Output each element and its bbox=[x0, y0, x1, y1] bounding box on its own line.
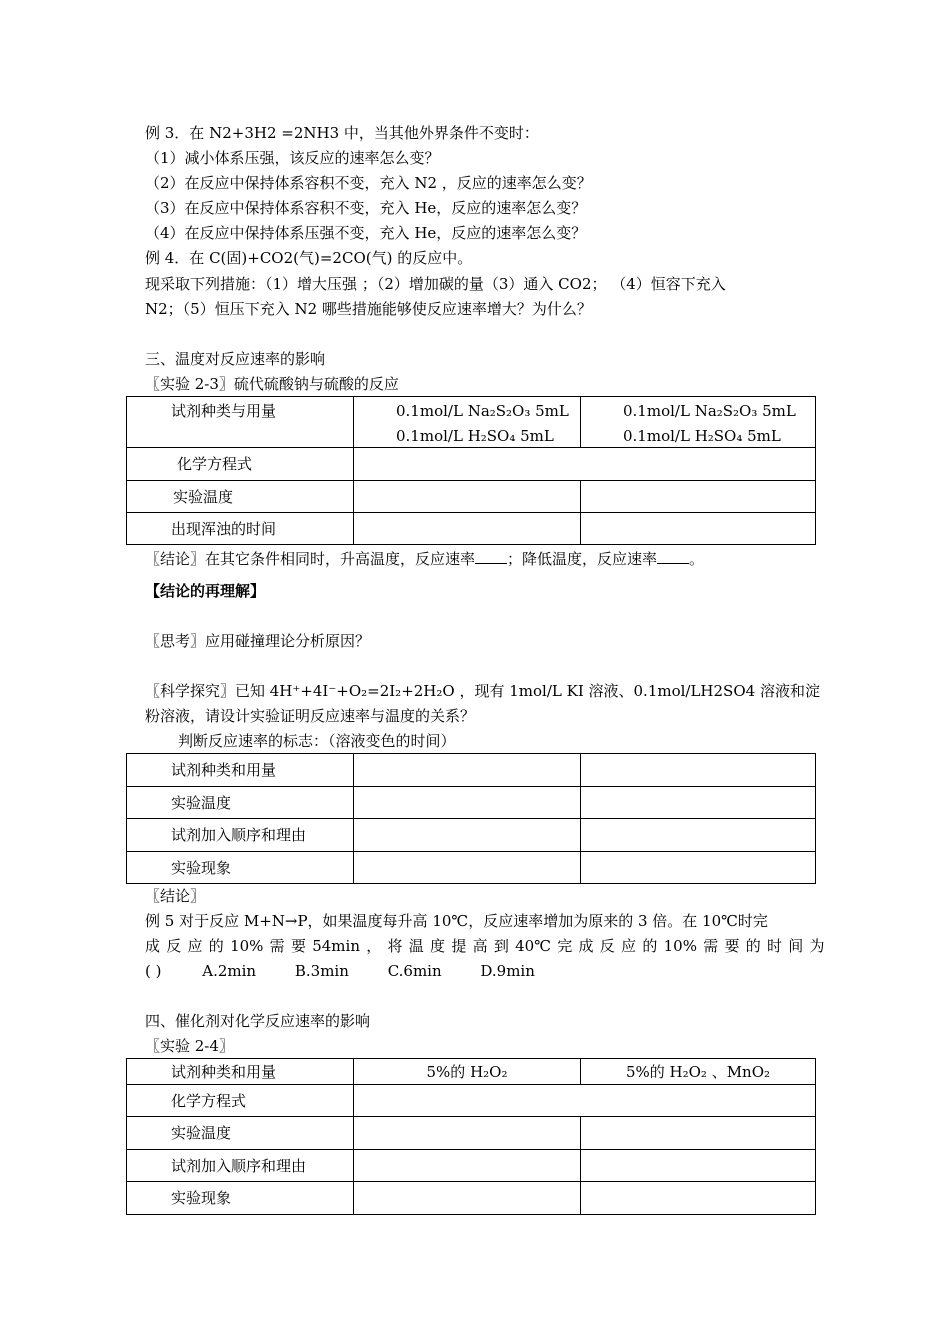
ex5-option-b: B.3min bbox=[294, 962, 349, 980]
c24-phenom-a[interactable] bbox=[354, 1182, 581, 1215]
ex4-line1: 现采取下列措施：（1）增大压强 ；（2）增加碳的量（3）通入 CO2； （4）恒容下充入 bbox=[145, 275, 726, 293]
reagent-b-line1: 0.1mol/L Na₂S₂O₃ 5mL bbox=[623, 402, 796, 420]
inq-order-b[interactable] bbox=[581, 819, 816, 852]
inq-phenom-a[interactable] bbox=[354, 852, 581, 884]
c24-phenom-label: 实验现象 bbox=[127, 1182, 354, 1215]
ex3-q1: （1）减小体系压强，该反应的速率怎么变？ bbox=[145, 149, 440, 167]
exp24-title: 〖实验 2-4〗 bbox=[145, 1037, 234, 1055]
c24-temp-b[interactable] bbox=[581, 1117, 816, 1150]
ex5-option-c: C.6min bbox=[387, 962, 442, 980]
conclusion-23-part2: ；降低温度，反应速率 bbox=[507, 550, 658, 568]
ex5-blank[interactable]: ( ) bbox=[145, 962, 162, 980]
reagent-a-line2: 0.1mol/L H₂SO₄ 5mL bbox=[396, 427, 554, 445]
cell-reagents-a bbox=[354, 397, 581, 448]
inq-phenom-label: 实验现象 bbox=[127, 852, 354, 884]
inq-temp-a[interactable] bbox=[354, 787, 581, 819]
sec3-heading: 三、温度对反应速率的影响 bbox=[145, 350, 326, 368]
c24-equation-value[interactable] bbox=[354, 1085, 816, 1117]
cell-equation-label: 化学方程式 bbox=[127, 448, 354, 481]
c24-temp-label: 实验温度 bbox=[127, 1117, 354, 1150]
ex3-title: 例 3．在 N2+3H2 =2NH3 中，当其他外界条件不变时： bbox=[145, 124, 539, 142]
inquiry-line2: 粉溶液，请设计实验证明反应速率与温度的关系？ bbox=[145, 707, 476, 725]
cell-temp-b[interactable] bbox=[581, 481, 816, 513]
c24-reagents-a: 5%的 H₂O₂ bbox=[354, 1059, 581, 1085]
ex5-line1: 例 5 对于反应 M+N→P，如果温度每升高 10℃，反应速率增加为原来的 3 倍。在 10℃时完 bbox=[145, 912, 768, 930]
c24-temp-a[interactable] bbox=[354, 1117, 581, 1150]
c24-phenom-b[interactable] bbox=[581, 1182, 816, 1215]
ex3-q4: （4）在反应中保持体系压强不变，充入 He，反应的速率怎么变？ bbox=[145, 224, 587, 242]
reagent-b-line2: 0.1mol/L H₂SO₄ 5mL bbox=[623, 427, 781, 445]
inquiry-table bbox=[126, 753, 816, 884]
exp23-title: 〖实验 2-3〗硫代硫酸钠与硫酸的反应 bbox=[145, 375, 399, 393]
blank-lower[interactable] bbox=[657, 549, 689, 564]
ex5-option-a: A.2min bbox=[202, 962, 257, 980]
reunderstand-heading: 【结论的再理解】 bbox=[145, 582, 266, 600]
ex5-options bbox=[145, 960, 535, 982]
inq-temp-b[interactable] bbox=[581, 787, 816, 819]
c24-reagents-b: 5%的 H₂O₂ 、MnO₂ bbox=[581, 1059, 816, 1085]
inq-reagents-label: 试剂种类和用量 bbox=[127, 754, 354, 787]
cell-temp-label: 实验温度 bbox=[127, 481, 354, 513]
inq-reagents-a[interactable] bbox=[354, 754, 581, 787]
cell-reagents-label: 试剂种类与用量 bbox=[127, 397, 354, 448]
c24-reagents-label: 试剂种类和用量 bbox=[127, 1059, 354, 1085]
inq-phenom-b[interactable] bbox=[581, 852, 816, 884]
cell-turbid-label: 出现浑浊的时间 bbox=[127, 513, 354, 545]
reagent-a-line1: 0.1mol/L Na₂S₂O₃ 5mL bbox=[396, 402, 569, 420]
think-line: 〖思考〗应用碰撞理论分析原因？ bbox=[145, 632, 371, 650]
cell-reagents-b bbox=[581, 397, 816, 448]
blank-raise[interactable] bbox=[475, 549, 507, 564]
exp23-table bbox=[126, 396, 816, 545]
c24-order-b[interactable] bbox=[581, 1150, 816, 1182]
conclusion-23-part1: 〖结论〗在其它条件相同时，升高温度，反应速率 bbox=[145, 550, 476, 568]
exp24-table bbox=[126, 1058, 816, 1215]
cell-turbid-b[interactable] bbox=[581, 513, 816, 545]
c24-order-label: 试剂加入顺序和理由 bbox=[127, 1150, 354, 1182]
inquiry-line1: 〖科学探究〗已知 4H⁺+4I⁻+O₂=2I₂+2H₂O ，现有 1mol/L KI 溶液、0.1mol/LH2SO4 溶液和淀 bbox=[145, 682, 820, 700]
conclusion-inquiry: 〖结论〗 bbox=[145, 887, 206, 905]
cell-turbid-a[interactable] bbox=[354, 513, 581, 545]
cell-equation-value[interactable] bbox=[354, 448, 816, 481]
indicator-line: 判断反应速率的标志：（溶液变色的时间） bbox=[178, 732, 456, 750]
ex4-title: 例 4．在 C(固)+CO2(气)=2CO(气) 的反应中。 bbox=[145, 249, 473, 267]
c24-order-a[interactable] bbox=[354, 1150, 581, 1182]
inq-order-label: 试剂加入顺序和理由 bbox=[127, 819, 354, 852]
inq-temp-label: 实验温度 bbox=[127, 787, 354, 819]
conclusion-23-part3: 。 bbox=[689, 550, 705, 568]
inq-reagents-b[interactable] bbox=[581, 754, 816, 787]
conclusion-23 bbox=[145, 548, 704, 570]
ex4-line2: N2；（5）恒压下充入 N2 哪些措施能够使反应速率增大？为什么？ bbox=[145, 300, 592, 318]
inq-order-a[interactable] bbox=[354, 819, 581, 852]
ex3-q2: （2）在反应中保持体系容积不变，充入 N2 ，反应的速率怎么变？ bbox=[145, 174, 592, 192]
c24-equation-label: 化学方程式 bbox=[127, 1085, 354, 1117]
ex5-option-d: D.9min bbox=[480, 962, 535, 980]
ex5-line2: 成 反 应 的 10% 需 要 54min ， 将 温 度 提 高 到 40℃ 完 成 反 应 的 10% 需 要 的 时 间 为 bbox=[145, 937, 825, 955]
cell-temp-a[interactable] bbox=[354, 481, 581, 513]
ex3-q3: （3）在反应中保持体系容积不变，充入 He，反应的速率怎么变？ bbox=[145, 199, 587, 217]
sec4-heading: 四、催化剂对化学反应速率的影响 bbox=[145, 1012, 371, 1030]
